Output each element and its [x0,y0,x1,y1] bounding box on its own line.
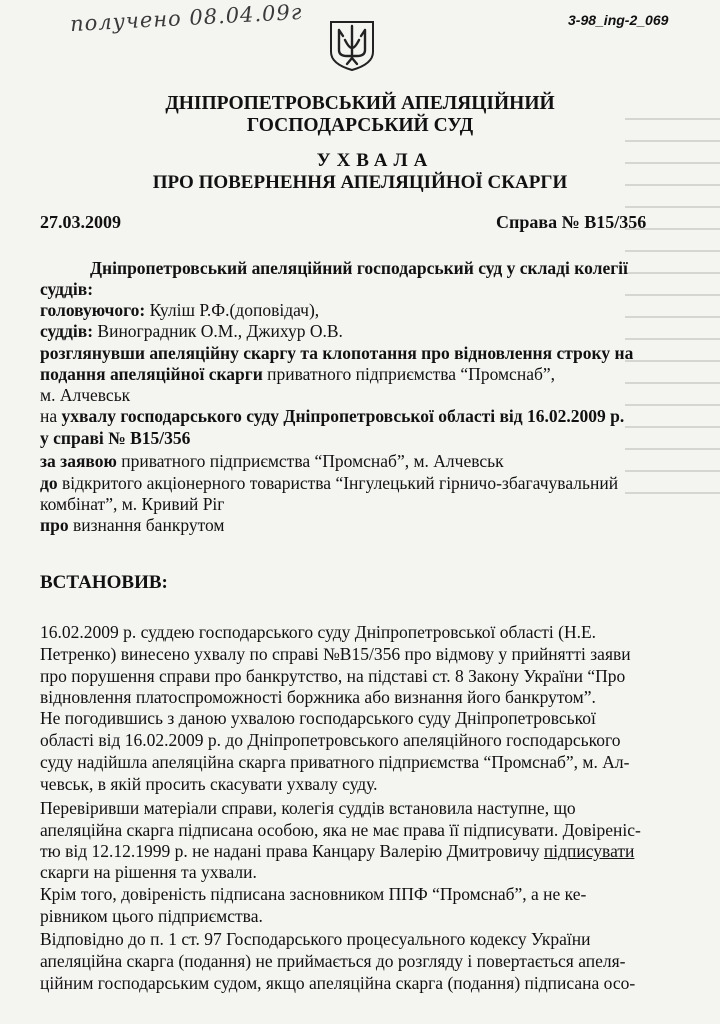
body-line-16: апеляційна скарга (подання) не приймається до розгляду і повертається апеля- [40,951,626,971]
intro-line-1: Дніпропетровський апеляційний господарський суд у складі колегії [90,258,628,278]
body-line-6: області від 16.02.2009 р. до Дніпропетровського апеляційного господарського [40,730,621,750]
body-line-5: Не погодившись з даною ухвалою господарського суду Дніпропетровської [40,708,596,728]
intro-line-7: м. Алчевськ [40,385,131,405]
intro-line-4 [40,320,343,342]
subject-value: визнання банкрутом [68,515,225,535]
subject-label: про [40,515,69,535]
underlined-sign-word: підписувати [543,841,635,861]
document-subtitle: ПРО ПОВЕРНЕННЯ АПЕЛЯЦІЙНОЇ СКАРГИ [152,172,568,193]
intro-line-6-text: приватного підприємства “Промснаб”, [262,364,556,384]
intro-line-13 [40,514,225,536]
court-name-line2: ГОСПОДАРСЬКИЙ СУД [246,115,474,136]
intro-line-6 [40,363,555,385]
case-number: Справа № В15/356 [496,212,647,232]
body-line-12: скарги на рішення та ухвали. [40,862,257,882]
intro-line-2: суддів: [40,279,94,299]
body-line-11-text: тю від 12.12.1999 р. не надані права Канцару Валерію Дмитровичу [40,841,544,861]
body-line-2: Петренко) винесено ухвалу по справі №В15/356 про відмову у прийнятті заяви [40,644,631,664]
presiding-value: Куліш Р.Ф.(доповідач), [145,300,320,320]
intro-line-8 [40,405,624,427]
established-heading: ВСТАНОВИВ: [40,572,168,593]
body-line-4: відновлення платоспроможності боржника або визнання його банкрутом”. [40,687,596,707]
body-line-14: рівником цього підприємства. [40,906,263,926]
body-line-8: чевськ, в якій просить скасувати ухвалу суду. [40,774,378,794]
body-line-7: суду надійшла апеляційна скарга приватного підприємства “Промснаб”, м. Ал- [40,752,630,772]
document-date: 27.03.2009 [40,212,121,232]
intro-line-3 [40,299,319,321]
judges-value: Виноградник О.М., Джихур О.В. [93,321,343,341]
handwritten-received-note: получено 08.04.09г [69,0,303,37]
intro-line-8-bold: ухвалу господарського суду Дніпропетровської області від 16.02.2009 р. [57,406,625,426]
body-line-9: Перевіривши матеріали справи, колегія суддів встановила наступне, що [40,798,576,818]
applicant-value: приватного підприємства “Промснаб”, м. Алчевськ [116,451,504,471]
debtor-label: до [40,473,58,493]
intro-line-8-prefix: на [40,406,58,426]
judges-label: суддів: [40,321,94,341]
body-line-13: Крім того, довіреність підписана засновником ППФ “Промснаб”, а не ке- [40,884,587,904]
intro-line-6-bold: подання апеляційної скарги [40,364,263,384]
body-line-11 [40,840,634,862]
body-line-3: про порушення справи про банкрутство, на підставі ст. 8 Закону України “Про [40,666,626,686]
intro-line-9: у справі № В15/356 [40,428,191,448]
body-line-1: 16.02.2009 р. суддею господарського суду Дніпропетровської області (Н.Е. [40,622,597,642]
document-title: УХВАЛА [316,150,434,171]
intro-line-11 [40,472,618,494]
intro-line-5: розглянувши апеляційну скаргу та клопотання про відновлення строку на [40,343,634,363]
presiding-label: головуючого: [40,300,146,320]
body-line-15: Відповідно до п. 1 ст. 97 Господарського процесуального кодексу України [40,929,591,949]
body-line-17: ційним господарським судом, якщо апеляційна скарга (подання) підписана осо- [40,973,636,993]
intro-line-10 [40,450,504,472]
body-line-10: апеляційна скарга підписана особою, яка не має права її підписувати. Довіреніс- [40,820,641,840]
court-name-line1: ДНІПРОПЕТРОВСЬКИЙ АПЕЛЯЦІЙНИЙ [165,93,555,114]
intro-line-12: комбінат”, м. Кривий Ріг [40,494,225,514]
document-id: 3-98_ing-2_069 [568,12,669,28]
ukraine-trident-emblem-icon [327,18,377,72]
debtor-value: відкритого акціонерного товариства “Інгулецький гірничо-збагачувальний [57,473,619,493]
applicant-label: за заявою [40,451,117,471]
